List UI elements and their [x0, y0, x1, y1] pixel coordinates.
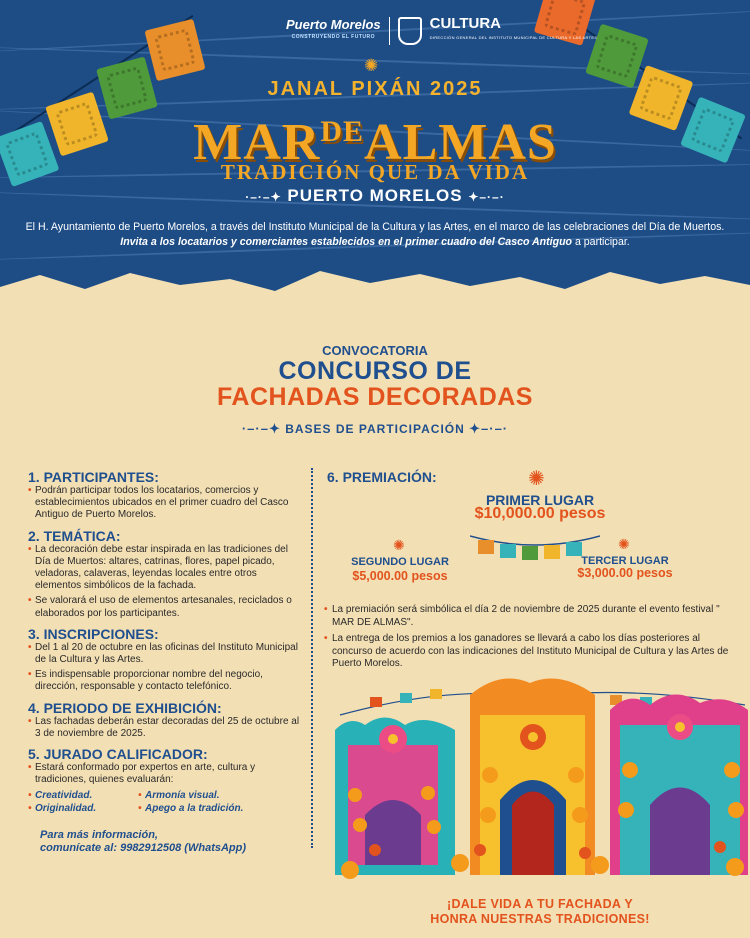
- header-banner: [0, 0, 750, 300]
- sun-ornament-icon: ✺: [393, 537, 405, 553]
- cultura-logo: CULTURA DIRECCIÓN GENERAL DEL INSTITUTO MUNICIPAL DE CULTURA Y LAS ARTES: [429, 15, 598, 40]
- decorated-facades-illustration: [330, 675, 750, 895]
- logo-divider: [389, 17, 390, 45]
- second-place-label: SEGUNDO LUGAR: [351, 556, 449, 568]
- section-tematica: [28, 528, 300, 620]
- rules-column: [28, 469, 300, 855]
- event-tagline: TRADICIÓN QUE DA VIDA: [220, 160, 530, 184]
- prize-note: • La entrega de los premios a los ganadores se llevará a cabo los días posteriores al concurso de acuerdo con las indicaciones del Instituto Municipal de Cultura y las Artes de Puerto Morelos.: [324, 633, 742, 671]
- criteria-list: [28, 789, 300, 815]
- first-place-amount: $10,000.00 pesos: [474, 505, 606, 522]
- ornament-icon: ✦–·–·: [468, 190, 505, 204]
- whatsapp-contact[interactable]: comunícate al: 9982912508 (WhatsApp): [40, 842, 247, 855]
- section-periodo: [28, 700, 300, 740]
- second-place-amount: $5,000.00 pesos: [352, 569, 448, 583]
- puerto-morelos-logo: Puerto Morelos CONSTRUYENDO EL FUTURO: [286, 17, 381, 40]
- section-heading: 1. PARTICIPANTES:: [28, 469, 159, 485]
- event-title: $MAR^{DE}ALMAS$: [193, 114, 557, 171]
- contest-title: CONCURSO DE: [278, 357, 472, 385]
- list-item: • Estará conformado por expertos en arte, cultura y tradiciones, quienes evaluarán:: [28, 762, 300, 786]
- section-heading: 4. PERIODO DE EXHIBICIÓN:: [28, 699, 222, 716]
- contest-title-accent: FACHADAS DECORADAS: [217, 383, 533, 411]
- section-participantes: [28, 469, 300, 522]
- ornament-icon: ·–·–✦: [245, 190, 282, 204]
- criteria-item: • Originalidad.: [28, 802, 138, 815]
- torn-paper-edge: [0, 265, 750, 325]
- sun-ornament-icon: ✺: [364, 56, 379, 75]
- papel-picado-flag: [144, 19, 205, 82]
- section-heading: 5. JURADO CALIFICADOR:: [28, 746, 208, 763]
- ornament-icon: ·–·–✦: [241, 421, 281, 436]
- criteria-item: • Apego a la tradición.: [138, 802, 278, 815]
- criteria-item: • Creatividad.: [28, 789, 138, 802]
- convocatoria-label: CONVOCATORIA: [322, 343, 428, 358]
- first-place-label: PRIMER LUGAR: [485, 492, 595, 508]
- prize-note: • La premiación será simbólica el día 2 de noviembre de 2025 durante el evento festival " MAR DE ALMAS".: [324, 604, 742, 629]
- section-heading: 2. TEMÁTICA:: [28, 527, 121, 544]
- closing-slogan: ¡DALE VIDA A TU FACHADA Y HONRA NUESTRAS TRADICIONES!: [430, 897, 650, 926]
- ornament-icon: ✦–·–·: [469, 421, 509, 436]
- section-heading: 3. INSCRIPCIONES:: [28, 625, 159, 642]
- column-divider: [311, 468, 313, 848]
- list-item: • Es indispensable proporcionar nombre del negocio, dirección, responsable y contacto telefónico.: [28, 669, 300, 693]
- section-heading: 6. PREMIACIÓN:: [327, 469, 437, 485]
- event-location: ·–·–✦ PUERTO MORELOS ✦–·–·: [245, 186, 505, 205]
- third-place-amount: $3,000.00 pesos: [577, 566, 673, 580]
- list-item: • Las fachadas deberán estar decoradas del 25 de octubre al 3 de noviembre de 2025.: [28, 716, 300, 740]
- sun-ornament-icon: ✺: [618, 536, 630, 552]
- criteria-item: • Armonía visual.: [138, 789, 278, 802]
- list-item: • Del 1 al 20 de octubre en las oficinas del Instituto Municipal de la Cultura y las Artes.: [28, 642, 300, 666]
- section-inscripciones: [28, 626, 300, 694]
- section-jurado: [28, 746, 300, 815]
- intro-paragraph: El H. Ayuntamiento de Puerto Morelos, a través del Instituto Municipal de la Cultura y las Artes, en el marco de las celebraciones del Día de Muertos. Invita a los locatarios y comerciantes establecidos en el primer cuadro del Casco Antiguo a participar.: [25, 221, 725, 248]
- shield-icon: [398, 17, 422, 45]
- list-item: • La decoración debe estar inspirada en las tradiciones del Día de Muertos: altares, catrinas, flores, papel picado, veladoras, calaveras, leyendas locales entre otros elementos simbólicos de la fachada.: [28, 544, 300, 593]
- sponsor-logos: [286, 14, 597, 48]
- list-item: • Se valorará el uso de elementos artesanales, reciclados o elaborados por los participantes.: [28, 595, 300, 619]
- bases-heading: ·–·–✦ BASES DE PARTICIPACIÓN ✦–·–·: [241, 421, 509, 436]
- sun-ornament-icon: ✺: [528, 468, 545, 490]
- event-subtitle: JANAL PIXÁN 2025: [267, 78, 483, 100]
- contact-info: Para más información, comunícate al: 9982912508 (WhatsApp): [28, 829, 300, 855]
- third-place-label: TERCER LUGAR: [581, 555, 669, 567]
- list-item: • Podrán participar todos los locatarios, comercios y establecimientos ubicados en el primer cuadro del Casco Antiguo de Puerto Morelos.: [28, 485, 300, 522]
